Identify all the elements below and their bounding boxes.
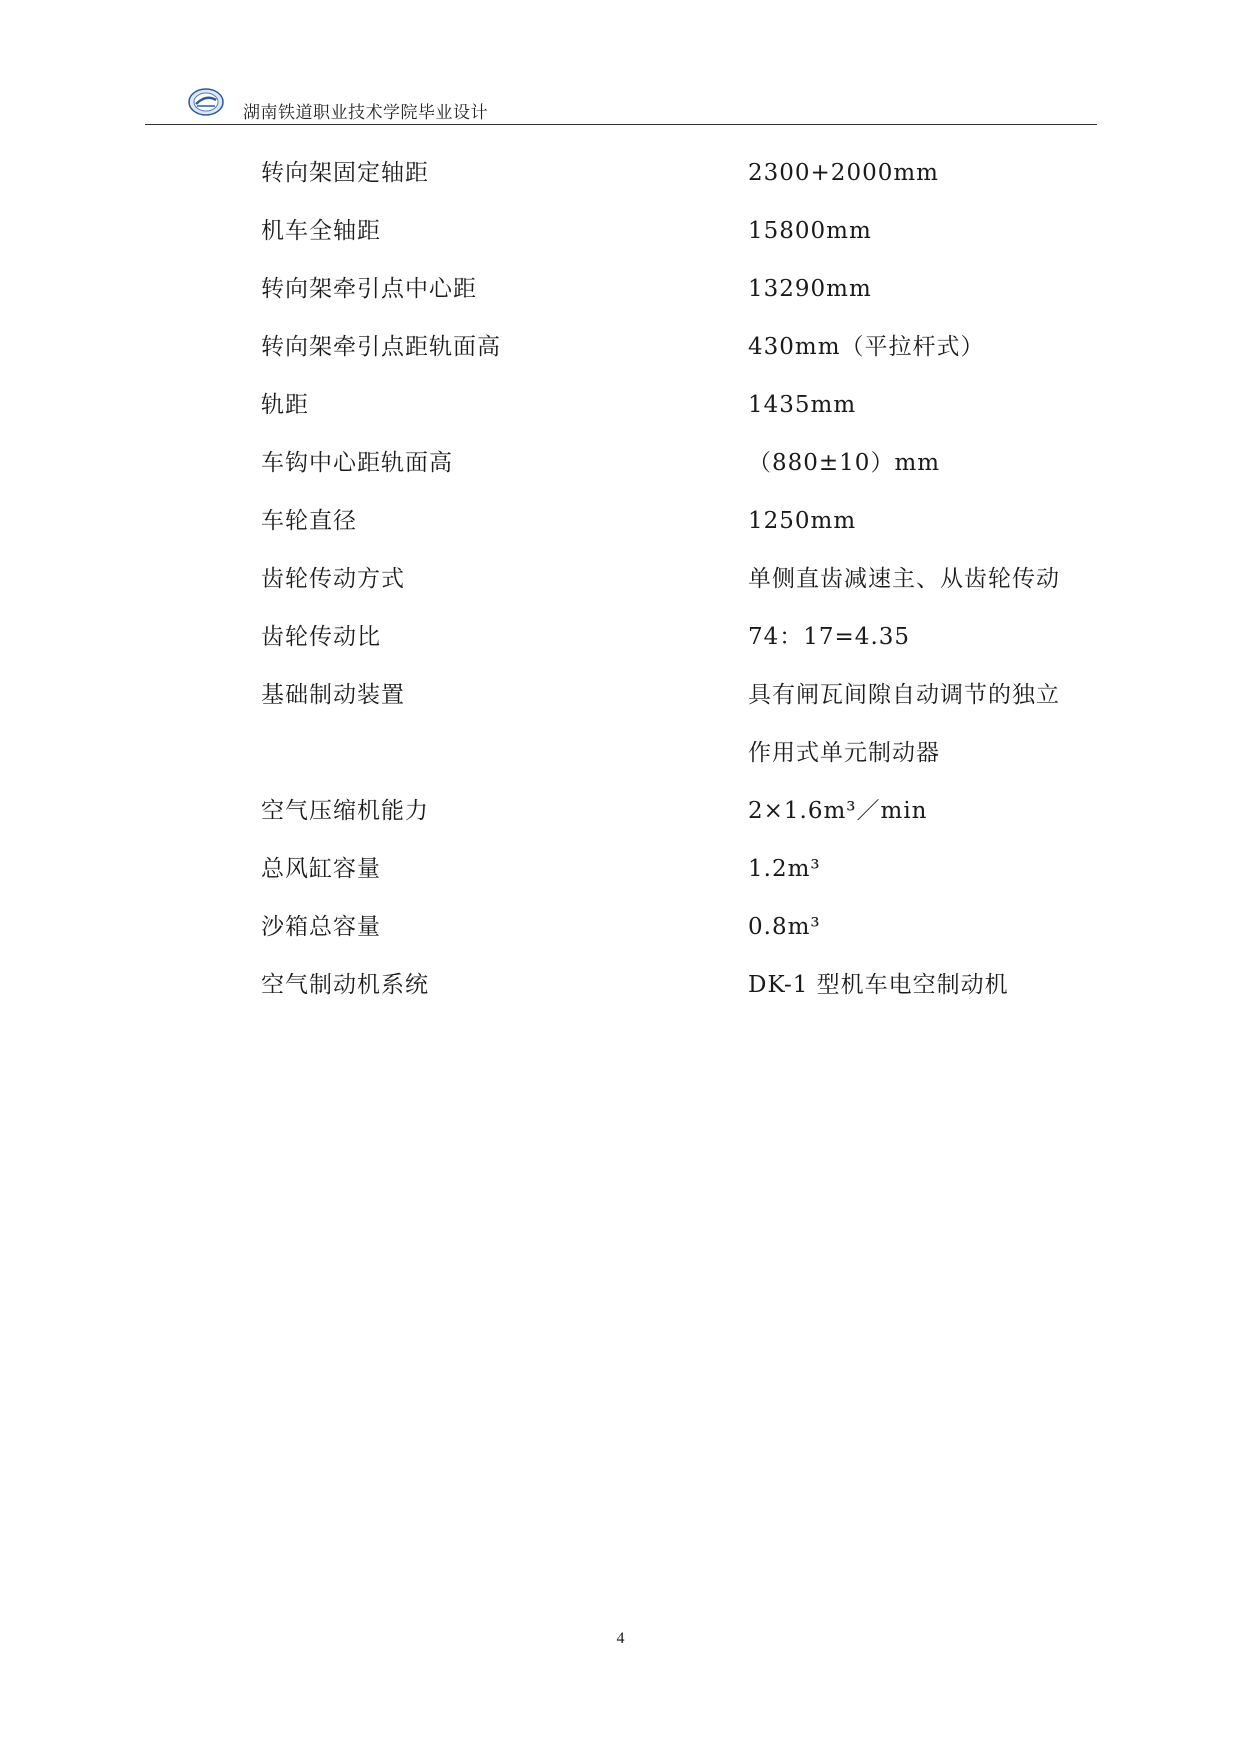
spec-name: 轨距 <box>261 392 309 418</box>
spec-row <box>261 495 1091 553</box>
spec-name: 转向架固定轴距 <box>261 160 429 186</box>
spec-value: 2×1.6m³／min <box>748 798 928 824</box>
spec-row <box>261 669 1091 727</box>
spec-value: 单侧直齿减速主、从齿轮传动 <box>748 566 1060 592</box>
spec-value: 74：17=4.35 <box>748 624 911 650</box>
spec-value: （880±10）mm <box>748 450 941 476</box>
spec-name: 车钩中心距轨面高 <box>261 450 453 476</box>
spec-row <box>261 611 1091 669</box>
spec-row <box>261 901 1091 959</box>
spec-row <box>261 147 1091 205</box>
header-title: 湖南铁道职业技术学院毕业设计 <box>243 103 488 123</box>
spec-table <box>261 147 1091 1017</box>
spec-name: 齿轮传动方式 <box>261 566 405 592</box>
spec-row <box>261 437 1091 495</box>
spec-value: 1250mm <box>748 508 857 534</box>
header-divider <box>145 124 1097 125</box>
spec-value: 1.2m³ <box>748 856 821 882</box>
spec-name: 车轮直径 <box>261 508 357 534</box>
spec-value: 2300+2000mm <box>748 160 939 186</box>
spec-value: 430mm（平拉杆式） <box>748 334 985 360</box>
spec-name: 空气制动机系统 <box>261 972 429 998</box>
spec-row <box>261 959 1091 1017</box>
spec-name: 沙箱总容量 <box>261 914 381 940</box>
spec-row <box>261 843 1091 901</box>
spec-name: 机车全轴距 <box>261 218 381 244</box>
spec-row <box>261 785 1091 843</box>
spec-row <box>261 553 1091 611</box>
spec-value: 具有闸瓦间隙自动调节的独立 <box>748 682 1060 708</box>
page-header <box>145 84 1097 126</box>
spec-value: 1435mm <box>748 392 857 418</box>
spec-value: DK-1 型机车电空制动机 <box>748 972 1009 998</box>
spec-row <box>261 205 1091 263</box>
spec-value: 作用式单元制动器 <box>748 740 940 766</box>
spec-row <box>261 263 1091 321</box>
spec-value: 0.8m³ <box>748 914 821 940</box>
spec-value: 13290mm <box>748 276 872 302</box>
spec-name: 转向架牵引点中心距 <box>261 276 477 302</box>
spec-row <box>261 321 1091 379</box>
spec-name: 转向架牵引点距轨面高 <box>261 334 501 360</box>
spec-name: 齿轮传动比 <box>261 624 381 650</box>
spec-value: 15800mm <box>748 218 872 244</box>
spec-row <box>261 727 1091 785</box>
page-number: 4 <box>616 1630 625 1647</box>
spec-row <box>261 379 1091 437</box>
spec-name: 总风缸容量 <box>261 856 381 882</box>
spec-name: 基础制动装置 <box>261 682 405 708</box>
spec-name: 空气压缩机能力 <box>261 798 429 824</box>
school-logo-icon <box>188 88 224 116</box>
